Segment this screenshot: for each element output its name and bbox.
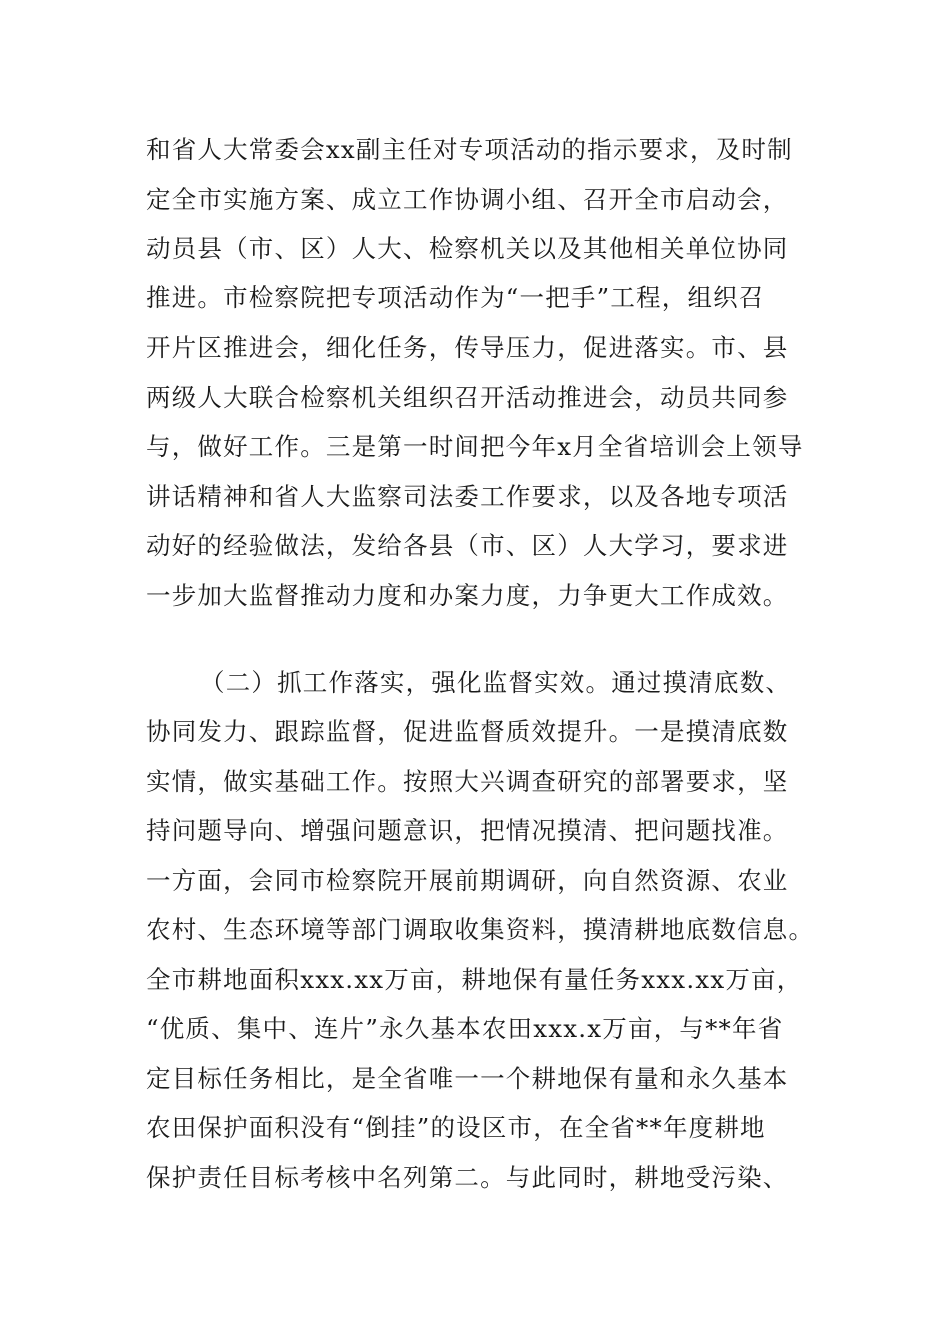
text-line: 讲话精神和省人大监察司法委工作要求，以及各地专项活 [146, 482, 789, 511]
text-line: 农田保护面积没有“倒挂”的设区市，在全省**年度耕地 [146, 1113, 766, 1142]
text-line: 与，做好工作。三是第一时间把今年x月全省培训会上领导 [146, 432, 804, 461]
text-line: 和省人大常委会xx副主任对专项活动的指示要求，及时制 [146, 135, 793, 164]
text-line: 农村、生态环境等部门调取收集资料，摸清耕地底数信息。 [146, 915, 815, 944]
section-heading-line: （二）抓工作落实，强化监督实效。通过摸清底数、 [200, 668, 792, 697]
text-line: 保护责任目标考核中名列第二。与此同时，耕地受污染、 [146, 1163, 789, 1192]
text-line: 定目标任务相比，是全省唯一一个耕地保有量和永久基本 [146, 1064, 789, 1093]
text-line: 动好的经验做法，发给各县（市、区）人大学习，要求进 [146, 531, 789, 560]
text-line: 实情，做实基础工作。按照大兴调查研究的部署要求，坚 [146, 767, 789, 796]
text-line: 动员县（市、区）人大、检察机关以及其他相关单位协同 [146, 234, 789, 263]
text-line: 推进。市检察院把专项活动作为“一把手”工程，组织召 [146, 283, 765, 312]
text-line: 一步加大监督推动力度和办案力度，力争更大工作成效。 [146, 581, 789, 610]
text-line: 持问题导向、增强问题意识，把情况摸清、把问题找准。 [146, 816, 789, 845]
text-line: 一方面，会同市检察院开展前期调研，向自然资源、农业 [146, 866, 789, 895]
text-line: “优质、集中、连片”永久基本农田xxx.x万亩，与**年省 [146, 1014, 784, 1043]
text-line: 定全市实施方案、成立工作协调小组、召开全市启动会， [146, 185, 789, 214]
text-line: 协同发力、跟踪监督，促进监督质效提升。一是摸清底数 [146, 717, 789, 746]
text-line: 开片区推进会，细化任务，传导压力，促进落实。市、县 [146, 333, 789, 362]
text-line: 两级人大联合检察机关组织召开活动推进会，动员共同参 [146, 383, 789, 412]
text-line: 全市耕地面积xxx.xx万亩，耕地保有量任务xxx.xx万亩， [146, 965, 803, 994]
